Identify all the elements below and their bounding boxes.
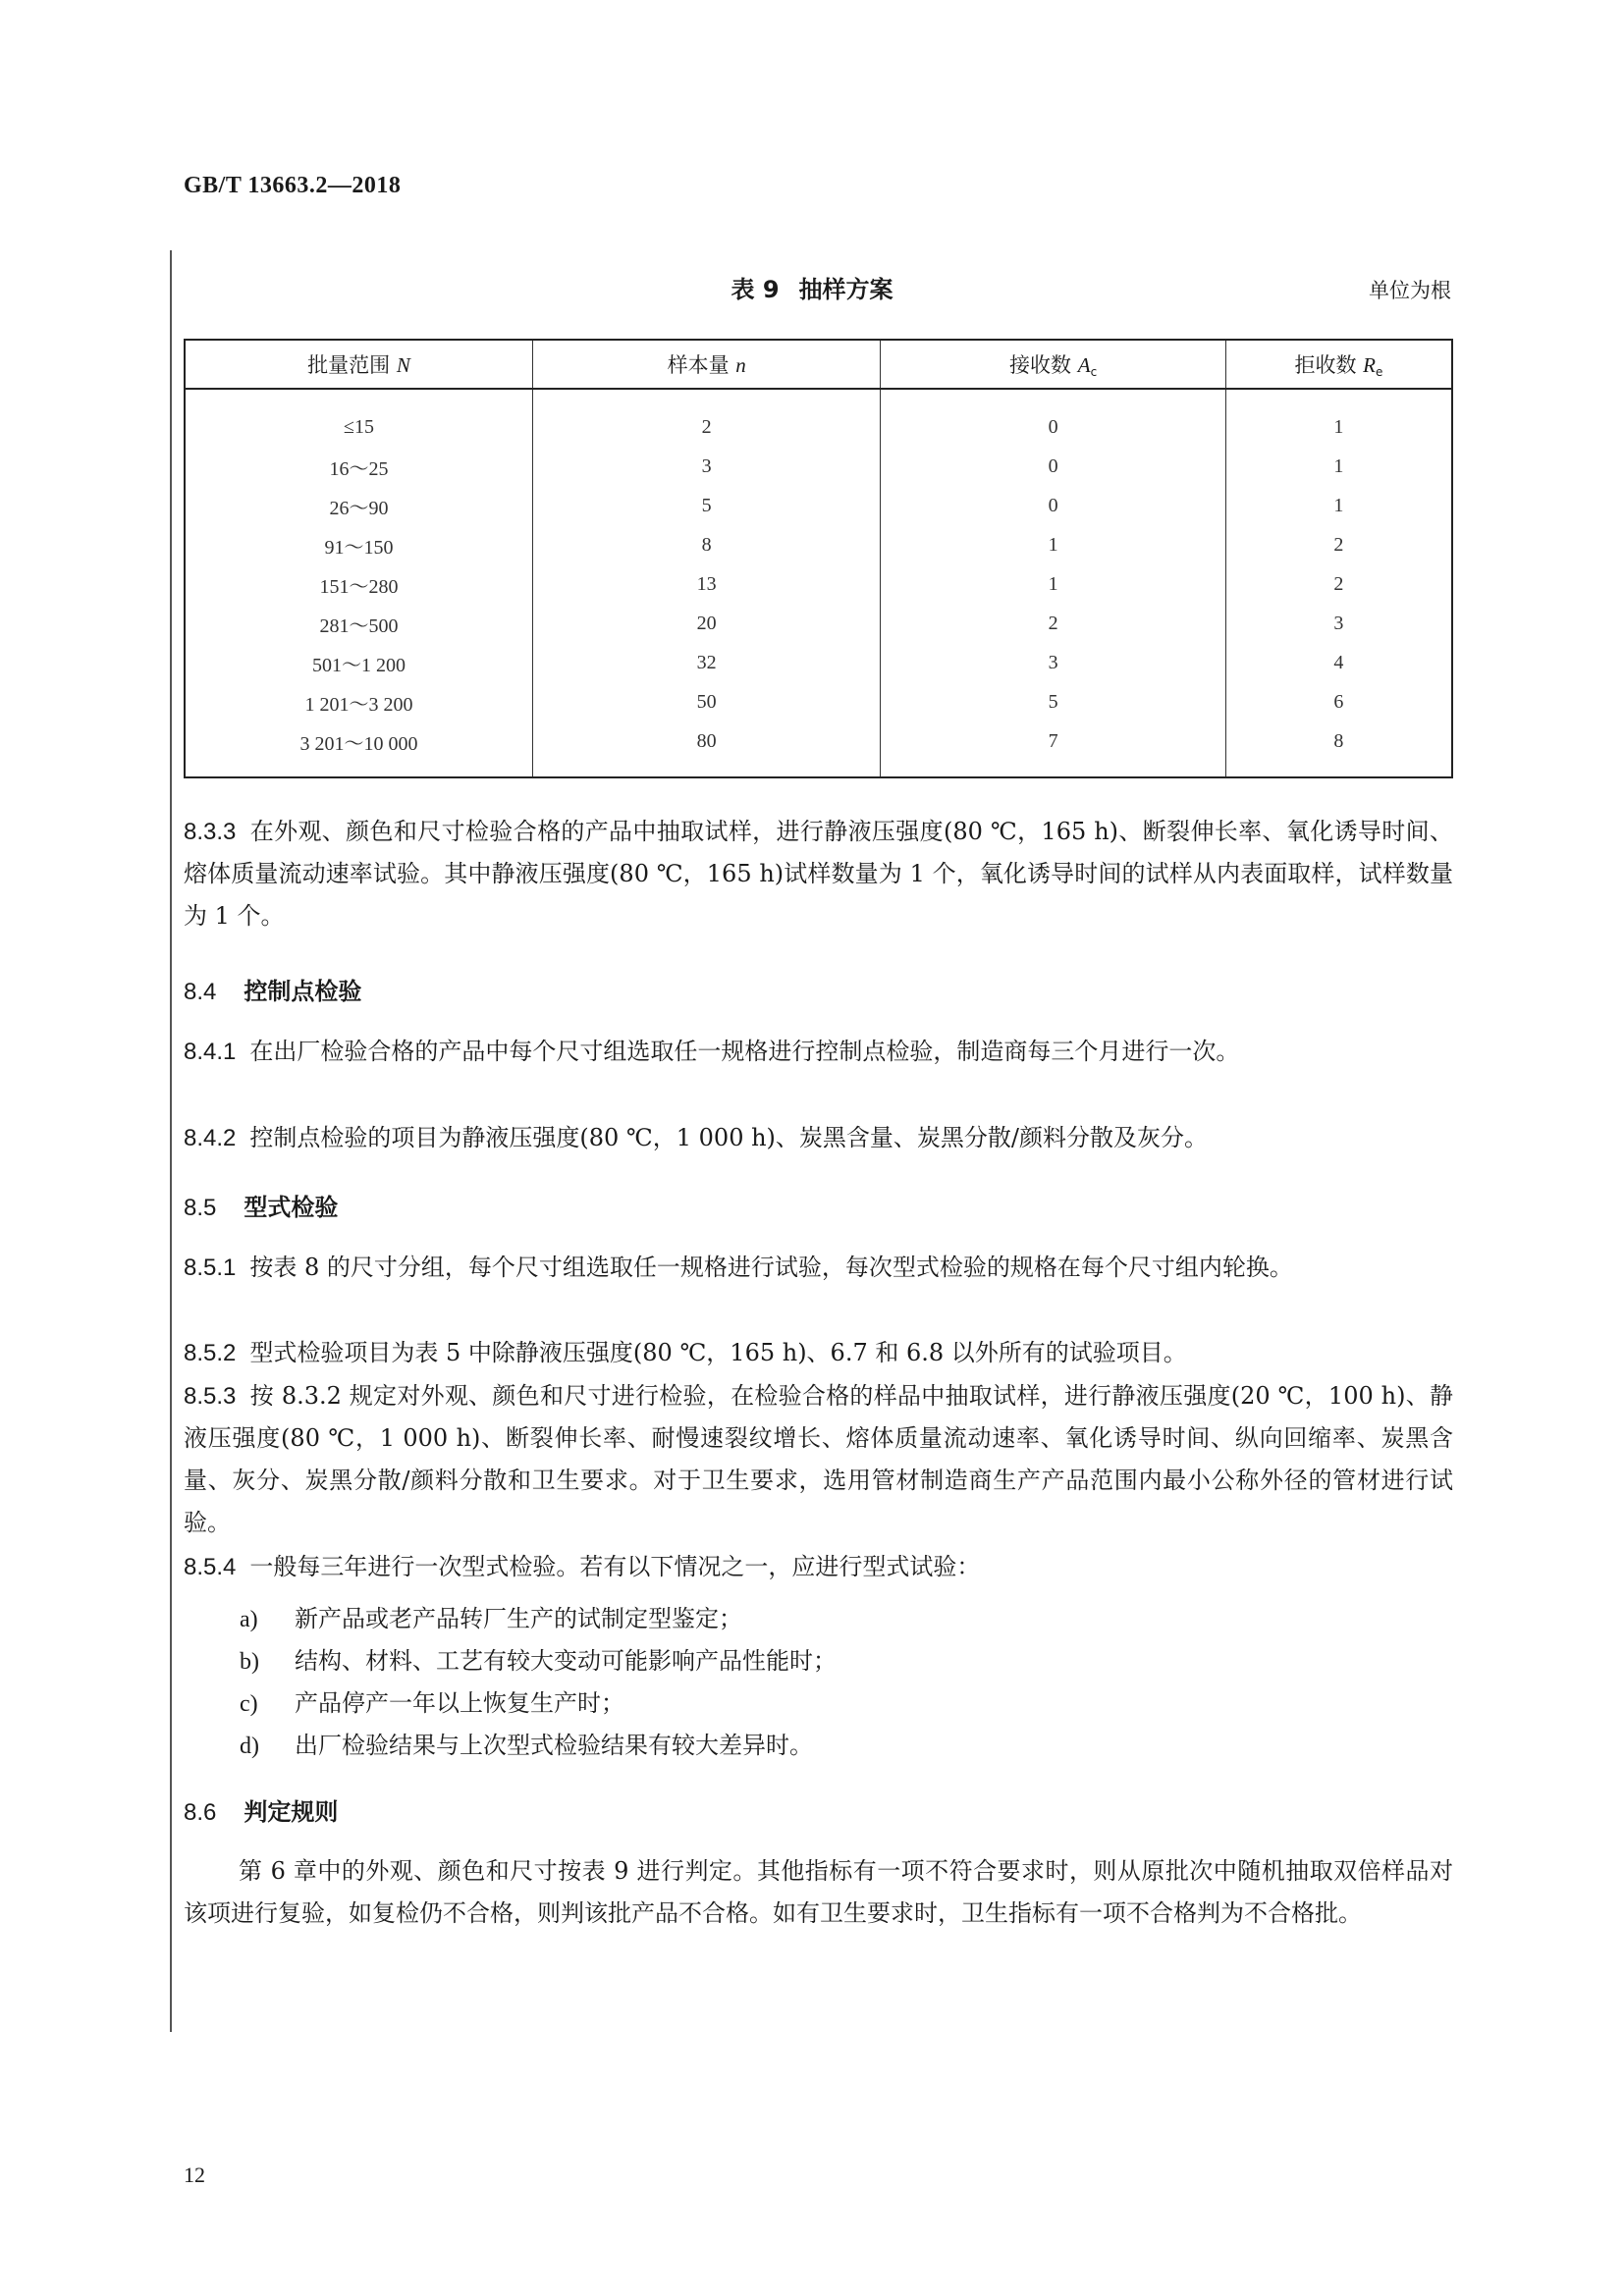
clause-text: 型式检验项目为表 5 中除静液压强度(80 ℃，165 h)、6.7 和 6.8 以外所有的试验项目。	[249, 1339, 1187, 1366]
table-cell: 0	[881, 447, 1225, 486]
list-item	[240, 1683, 624, 1718]
clause-number: 8.4	[184, 979, 217, 1005]
list-marker: d)	[240, 1734, 259, 1759]
list-item-text: 结构、材料、工艺有较大变动可能影响产品性能时；	[295, 1647, 837, 1675]
clause-8-3-3	[184, 811, 1453, 937]
table-cell: 1 201～3 200	[185, 682, 532, 721]
table-row	[185, 447, 1452, 486]
clause-text: 在外观、颜色和尺寸检验合格的产品中抽取试样，进行静液压强度(80 ℃，165 h)、断裂伸长率、氧化诱导时间、熔体质量流动速率试验。其中静液压强度(80 ℃，165 h)试样数量为 1 个，氧化诱导时间的试样从内表面取样，试样数量为 1 个。	[184, 818, 1453, 930]
table-cell: 1	[881, 525, 1225, 564]
section-heading-8-6	[184, 1792, 338, 1827]
column-header: 样本量 n	[532, 340, 880, 389]
table-cell: 3	[532, 447, 880, 486]
list-item	[240, 1641, 837, 1676]
table-cell: 26～90	[185, 486, 532, 525]
clause-8-4-2	[184, 1117, 1453, 1159]
clause-number: 8.6	[184, 1799, 217, 1826]
table-cell: 3	[1333, 612, 1344, 634]
table-cell: 5	[532, 486, 880, 525]
section-heading-8-5	[184, 1188, 338, 1222]
table-cell: 5	[881, 682, 1225, 721]
table-cell: 0	[881, 389, 1225, 447]
table-cell: 8	[532, 525, 880, 564]
section-heading-8-4	[184, 972, 361, 1006]
column-header: 批量范围 N	[185, 340, 532, 389]
table-cell: 1	[881, 564, 1225, 604]
table-cell: 2	[1333, 572, 1344, 595]
table-row	[185, 721, 1452, 777]
heading-title: 控制点检验	[244, 978, 362, 1005]
table-row	[185, 389, 1452, 447]
page-number: 12	[184, 2163, 205, 2187]
list-marker: a)	[240, 1607, 258, 1632]
table-cell: 2	[1333, 533, 1344, 556]
clause-number: 8.5	[184, 1195, 217, 1221]
clause-text: 在出厂检验合格的产品中每个尺寸组选取任一规格进行控制点检验，制造商每三个月进行一次。	[249, 1038, 1240, 1065]
clause-8-5-3	[184, 1375, 1453, 1544]
clause-text: 一般每三年进行一次型式检验。若有以下情况之一，应进行型式试验：	[249, 1553, 981, 1580]
list-marker: c)	[240, 1691, 258, 1717]
table-row	[185, 564, 1452, 604]
table-row	[185, 604, 1452, 643]
clause-8-5-2	[184, 1332, 1453, 1374]
clause-number: 8.5.1	[184, 1255, 237, 1281]
table-cell: 501～1 200	[185, 643, 532, 682]
table-cell: 151～280	[185, 564, 532, 604]
column-header: 接收数 $A_c$	[881, 340, 1225, 389]
margin-rule	[170, 250, 172, 2032]
table-label: 表 9	[731, 276, 780, 303]
clause-number: 8.4.2	[184, 1125, 237, 1151]
table-cell: 6	[1333, 690, 1344, 713]
heading-title: 型式检验	[244, 1194, 339, 1221]
clause-number: 8.3.3	[184, 819, 237, 845]
table-cell: 281～500	[185, 604, 532, 643]
table-title-text: 抽样方案	[798, 276, 893, 303]
table-cell: 1	[1333, 454, 1344, 477]
table-cell: 32	[532, 643, 880, 682]
table-cell: 13	[532, 564, 880, 604]
table-cell: 4	[1333, 651, 1344, 673]
standard-number: GB/T 13663.2—2018	[184, 173, 402, 198]
table-row	[185, 682, 1452, 721]
table-unit: 单位为根	[1369, 279, 1451, 302]
table-cell: ≤15	[185, 389, 532, 447]
table-cell: 80	[532, 721, 880, 777]
table-cell: 3	[881, 643, 1225, 682]
clause-8-5-1	[184, 1247, 1453, 1289]
table-cell: 20	[532, 604, 880, 643]
column-header: 拒收数 $R_e$	[1225, 340, 1452, 389]
clause-number: 8.5.2	[184, 1340, 237, 1366]
table-cell: 16～25	[185, 447, 532, 486]
clause-text: 按 8.3.2 规定对外观、颜色和尺寸进行检验，在检验合格的样品中抽取试样，进行静液压强度(20 ℃，100 h)、静液压强度(80 ℃，1 000 h)、断裂伸长率、耐慢速裂纹增长、熔体质量流动速率、氧化诱导时间、纵向回缩率、炭黑含量、灰分、炭黑分散/颜料分散和卫生要求。对于卫生要求，选用管材制造商生产产品范围内最小公称外径的管材进行试验。	[184, 1382, 1453, 1536]
list-marker: b)	[240, 1649, 259, 1675]
clause-text: 按表 8 的尺寸分组，每个尺寸组选取任一规格进行试验，每次型式检验的规格在每个尺寸组内轮换。	[249, 1254, 1293, 1281]
table-cell: 2	[532, 389, 880, 447]
table-cell: 1	[1333, 494, 1344, 516]
clause-number: 8.4.1	[184, 1039, 237, 1065]
table-cell: 0	[881, 486, 1225, 525]
table-cell: 50	[532, 682, 880, 721]
sampling-table	[184, 339, 1453, 778]
table-row	[185, 643, 1452, 682]
list-item	[240, 1726, 813, 1760]
table-header-row	[185, 340, 1452, 389]
clause-8-4-1	[184, 1031, 1453, 1073]
table-cell: 8	[1333, 729, 1344, 752]
table-cell: 7	[881, 721, 1225, 777]
clause-number: 8.5.4	[184, 1554, 237, 1580]
list-item	[240, 1599, 742, 1633]
paragraph-8-6: 第 6 章中的外观、颜色和尺寸按表 9 进行判定。其他指标有一项不符合要求时，则从原批次中随机抽取双倍样品对该项进行复验，如复检仍不合格，则判该批产品不合格。如有卫生要求时，卫生指标有一项不合格判为不合格批。	[184, 1857, 1453, 1927]
table-cell: 2	[881, 604, 1225, 643]
table-row	[185, 486, 1452, 525]
clause-8-5-4	[184, 1546, 1453, 1588]
table-cell: 3 201～10 000	[185, 721, 532, 777]
heading-title: 判定规则	[244, 1798, 339, 1826]
list-item-text: 产品停产一年以上恢复生产时；	[295, 1689, 624, 1717]
list-item-text: 出厂检验结果与上次型式检验结果有较大差异时。	[295, 1732, 813, 1759]
table-row	[185, 525, 1452, 564]
table-cell: 1	[1333, 415, 1344, 438]
list-item-text: 新产品或老产品转厂生产的试制定型鉴定；	[295, 1605, 742, 1632]
clause-number: 8.5.3	[184, 1383, 237, 1410]
table-cell: 91～150	[185, 525, 532, 564]
clause-text: 控制点检验的项目为静液压强度(80 ℃，1 000 h)、炭黑含量、炭黑分散/颜料分散及灰分。	[249, 1124, 1209, 1151]
